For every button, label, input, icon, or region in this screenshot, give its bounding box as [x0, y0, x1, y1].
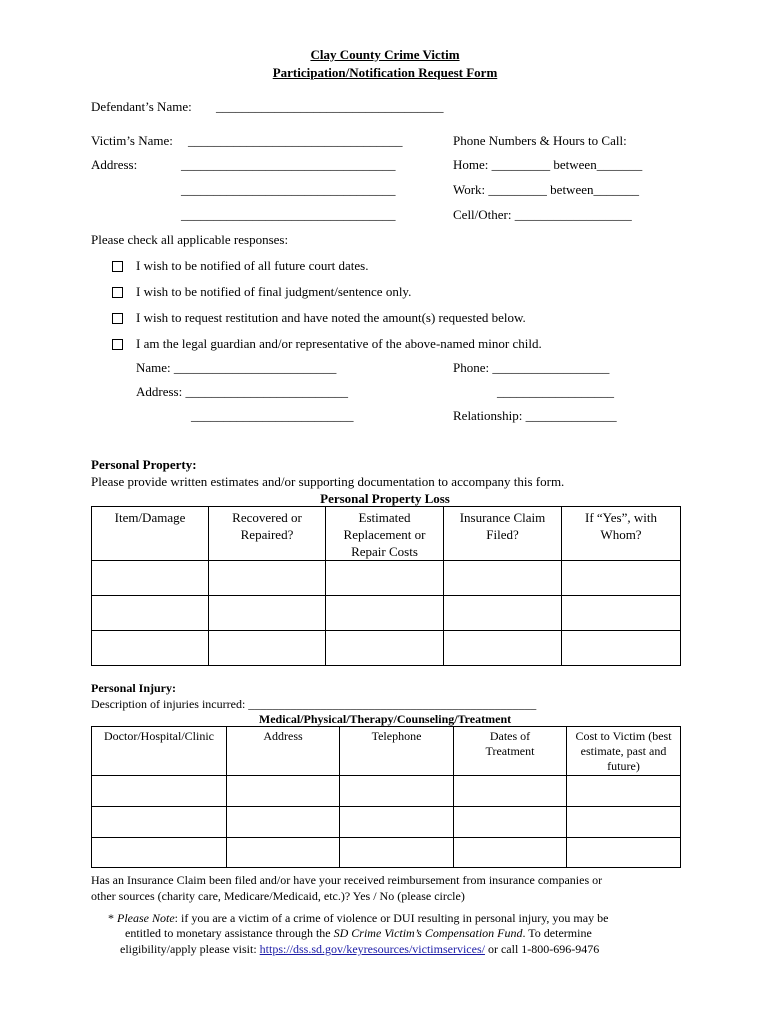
table-cell[interactable]: [340, 838, 454, 868]
table-cell[interactable]: [209, 596, 326, 631]
option-court-dates: I wish to be notified of all future court dates.: [136, 258, 369, 273]
table-cell[interactable]: [567, 807, 681, 838]
table-cell[interactable]: [444, 561, 562, 596]
form-title-line1: Clay County Crime Victim: [310, 47, 460, 62]
note-text1: : if you are a victim of a crime of violence or DUI resulting in personal injury, you may be: [174, 911, 609, 925]
table-row: [92, 631, 681, 666]
option-legal-guardian: I am the legal guardian and/or representative of the above-named minor child.: [136, 336, 542, 351]
table-cell[interactable]: [92, 838, 227, 868]
col-address: Address: [227, 727, 340, 776]
defendant-name-field[interactable]: ___________________________________: [216, 99, 444, 114]
table-cell[interactable]: [227, 807, 340, 838]
guardian-phone-field-2[interactable]: __________________: [497, 384, 614, 399]
table-cell[interactable]: [444, 631, 562, 666]
property-table-title: Personal Property Loss: [320, 491, 450, 506]
injury-heading: Personal Injury:: [91, 681, 176, 695]
table-cell[interactable]: [92, 561, 209, 596]
col-estimated-costs: Estimated Replacement or Repair Costs: [326, 507, 444, 561]
table-cell[interactable]: [92, 631, 209, 666]
table-row: [92, 838, 681, 868]
table-cell[interactable]: [227, 838, 340, 868]
injury-table-header-row: [92, 727, 681, 776]
note-star: *: [108, 911, 117, 925]
table-row: [92, 561, 681, 596]
responses-intro: Please check all applicable responses:: [91, 232, 289, 247]
option-final-judgment: I wish to be notified of final judgment/sentence only.: [136, 284, 412, 299]
table-cell[interactable]: [567, 776, 681, 807]
checkbox-legal-guardian[interactable]: [112, 339, 123, 350]
table-cell[interactable]: [92, 807, 227, 838]
defendant-label: Defendant’s Name:: [91, 99, 192, 114]
note-text3a: eligibility/apply please visit:: [120, 942, 260, 956]
insurance-question-line1: Has an Insurance Claim been filed and/or have your received reimbursement from insurance companies or: [91, 873, 603, 887]
work-phone-field[interactable]: Work: _________ between_______: [453, 182, 639, 197]
checkbox-final-judgment[interactable]: [112, 287, 123, 298]
table-cell[interactable]: [340, 807, 454, 838]
note-text3b: or call 1-800-696-9476: [484, 942, 600, 956]
option-restitution: I wish to request restitution and have noted the amount(s) requested below.: [136, 310, 526, 325]
victim-label: Victim’s Name:: [91, 133, 173, 148]
note-line1: [108, 911, 608, 926]
property-table-header-row: [92, 507, 681, 561]
table-cell[interactable]: [209, 631, 326, 666]
note-line3: [120, 942, 599, 957]
note-text2a: entitled to monetary assistance through the: [125, 926, 334, 940]
address-field-2[interactable]: _________________________________: [181, 182, 396, 197]
address-field-3[interactable]: _________________________________: [181, 207, 396, 222]
property-heading: Personal Property:: [91, 457, 197, 472]
guardian-phone-field[interactable]: Phone: __________________: [453, 360, 610, 375]
col-with-whom: If “Yes”, with Whom?: [562, 507, 681, 561]
col-cost-to-victim: Cost to Victim (best estimate, past and future): [567, 727, 681, 776]
table-cell[interactable]: [326, 631, 444, 666]
col-recovered-repaired: Recovered or Repaired?: [209, 507, 326, 561]
note-text2b: . To determine: [522, 926, 592, 940]
table-cell[interactable]: [562, 561, 681, 596]
note-label: Please Note: [117, 911, 175, 925]
table-cell[interactable]: [92, 776, 227, 807]
form-title-line2: Participation/Notification Request Form: [272, 65, 498, 80]
home-phone-field[interactable]: Home: _________ between_______: [453, 157, 643, 172]
checkbox-restitution[interactable]: [112, 313, 123, 324]
injury-table: [91, 726, 681, 868]
injury-description-field[interactable]: Description of injuries incurred: ________________________________________________: [91, 697, 537, 711]
table-row: [92, 807, 681, 838]
property-instruction: Please provide written estimates and/or supporting documentation to accompany this form.: [91, 474, 565, 489]
col-item-damage: Item/Damage: [92, 507, 209, 561]
guardian-relationship-field[interactable]: Relationship: ______________: [453, 408, 617, 423]
table-cell[interactable]: [454, 838, 567, 868]
table-cell[interactable]: [326, 596, 444, 631]
injury-table-title: Medical/Physical/Therapy/Counseling/Treatment: [258, 712, 512, 726]
col-dates-of-treatment: Dates of Treatment: [454, 727, 567, 776]
col-insurance-claim: Insurance Claim Filed?: [444, 507, 562, 561]
col-doctor-hospital-clinic: Doctor/Hospital/Clinic: [92, 727, 227, 776]
col-telephone: Telephone: [340, 727, 454, 776]
table-cell[interactable]: [562, 631, 681, 666]
table-cell[interactable]: [454, 807, 567, 838]
address-field-1[interactable]: _________________________________: [181, 157, 396, 172]
insurance-question-line2: other sources (charity care, Medicare/Medicaid, etc.)? Yes / No (please circle): [91, 889, 465, 903]
address-label: Address:: [91, 157, 138, 172]
note-fund-name: SD Crime Victim’s Compensation Fund: [333, 926, 523, 940]
note-line2: [125, 926, 592, 941]
table-cell[interactable]: [209, 561, 326, 596]
guardian-address-field[interactable]: Address: _________________________: [136, 384, 348, 399]
table-row: [92, 776, 681, 807]
table-cell[interactable]: [454, 776, 567, 807]
property-table: [91, 506, 681, 666]
table-cell[interactable]: [92, 596, 209, 631]
victim-services-link[interactable]: https://dss.sd.gov/keyresources/victimservices/: [259, 942, 485, 956]
cell-phone-field[interactable]: Cell/Other: __________________: [453, 207, 632, 222]
guardian-address-field-2[interactable]: _________________________: [191, 408, 354, 423]
table-cell[interactable]: [326, 561, 444, 596]
guardian-name-field[interactable]: Name: _________________________: [136, 360, 337, 375]
table-cell[interactable]: [444, 596, 562, 631]
table-cell[interactable]: [562, 596, 681, 631]
phone-hours-heading: Phone Numbers & Hours to Call:: [453, 133, 627, 148]
victim-name-field[interactable]: _________________________________: [188, 133, 403, 148]
table-row: [92, 596, 681, 631]
table-cell[interactable]: [340, 776, 454, 807]
checkbox-court-dates[interactable]: [112, 261, 123, 272]
table-cell[interactable]: [567, 838, 681, 868]
table-cell[interactable]: [227, 776, 340, 807]
